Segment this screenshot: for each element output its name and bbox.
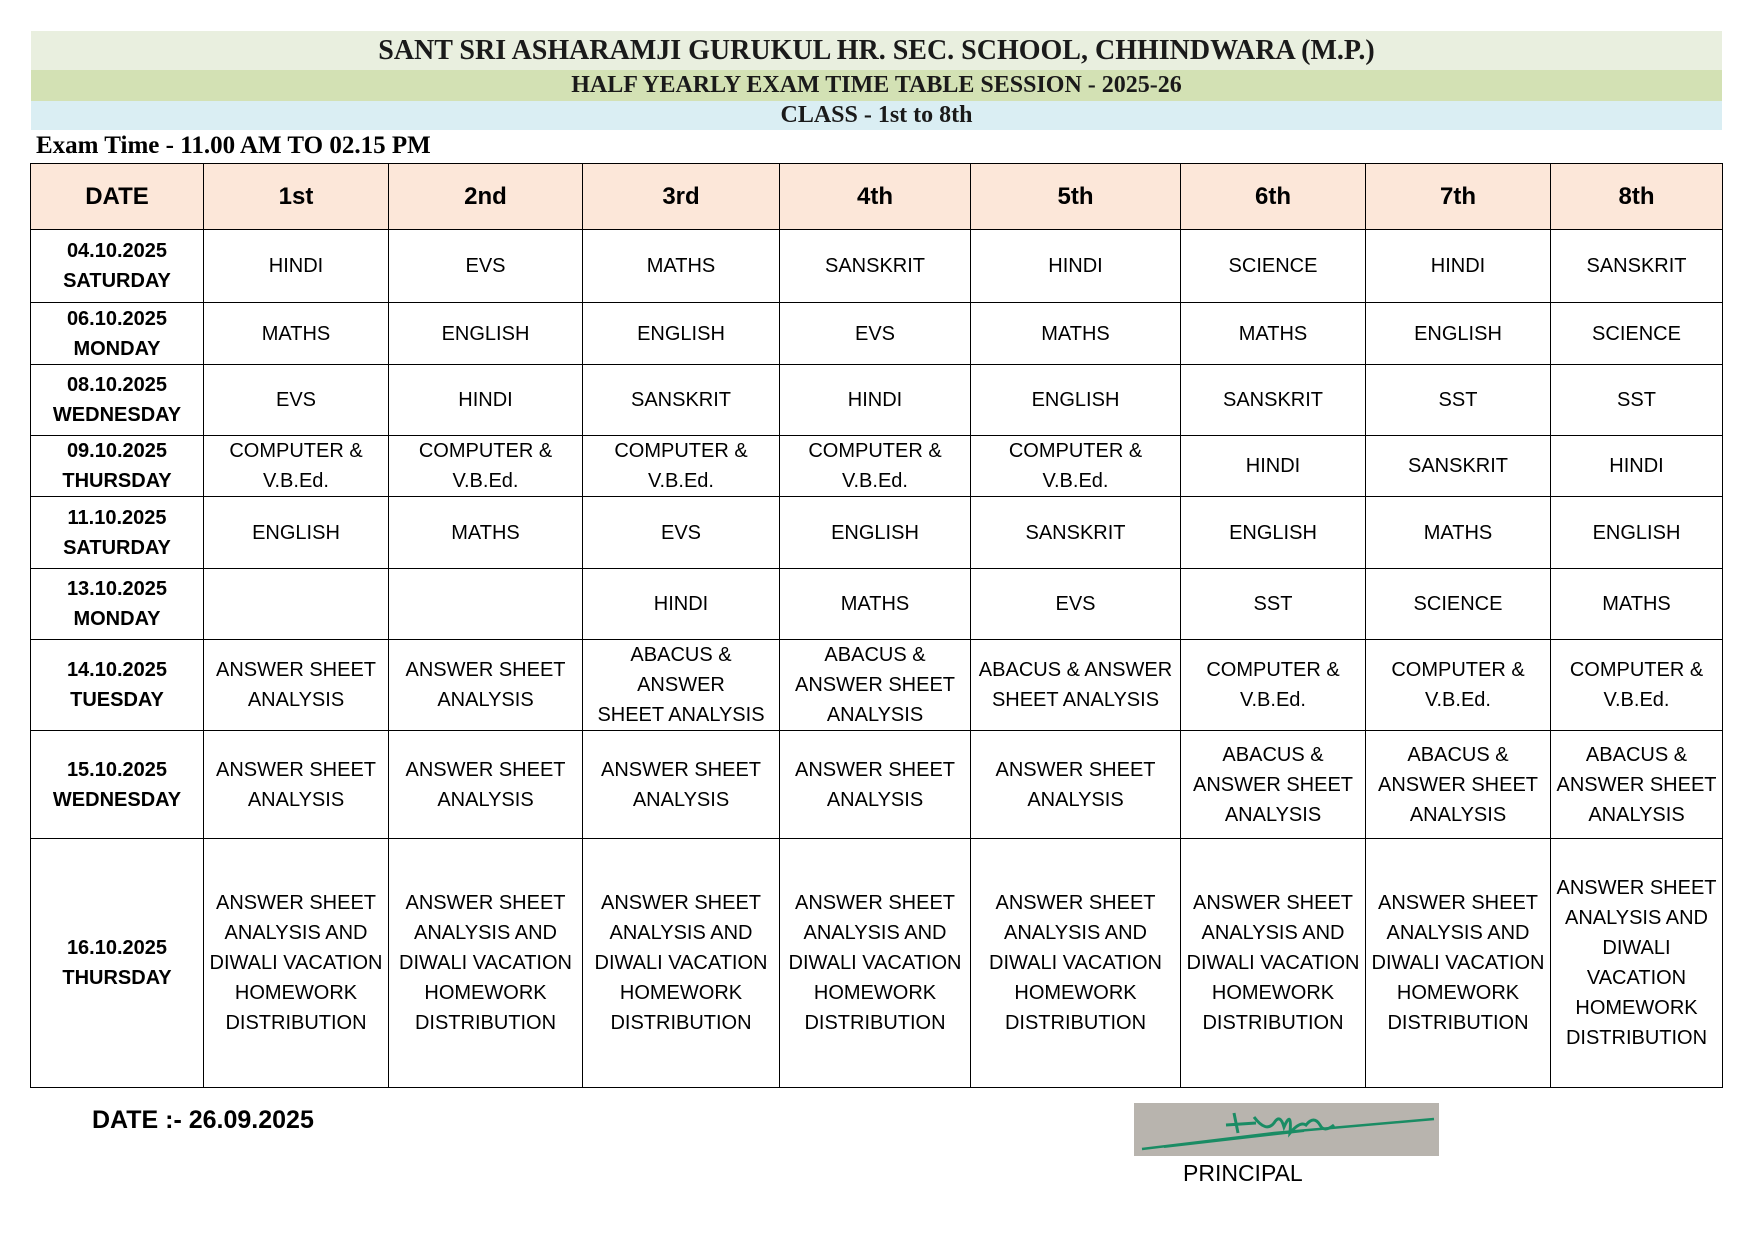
subject-cell (204, 569, 389, 640)
date-cell: 08.10.2025 WEDNESDAY (31, 365, 204, 436)
subject-cell: MATHS (1366, 497, 1551, 569)
subject-cell: MATHS (204, 303, 389, 365)
subject-cell: MATHS (1551, 569, 1723, 640)
subject-cell: ANSWER SHEET ANALYSIS (204, 731, 389, 839)
principal-signature (1134, 1103, 1439, 1156)
subject-cell: ENGLISH (1366, 303, 1551, 365)
subject-cell: HINDI (971, 230, 1181, 303)
subject-cell: SCIENCE (1551, 303, 1723, 365)
column-header-class-8th: 8th (1551, 164, 1723, 230)
subject-cell: ANSWER SHEET ANALYSIS (780, 731, 971, 839)
subject-cell: MATHS (1181, 303, 1366, 365)
date-cell: 16.10.2025 THURSDAY (31, 839, 204, 1088)
table-row (31, 731, 1723, 839)
subject-cell: SANSKRIT (583, 365, 780, 436)
timetable (30, 163, 1723, 1088)
column-header-class-3rd: 3rd (583, 164, 780, 230)
subject-cell: ABACUS & ANSWER SHEET ANALYSIS (780, 640, 971, 731)
principal-label: PRINCIPAL (1183, 1160, 1303, 1186)
date-cell: 13.10.2025 MONDAY (31, 569, 204, 640)
subject-cell: HINDI (389, 365, 583, 436)
exam-time: Exam Time - 11.00 AM TO 02.15 PM (36, 132, 431, 159)
subject-cell: ABACUS & ANSWER SHEET ANALYSIS (1181, 731, 1366, 839)
subject-cell: HINDI (204, 230, 389, 303)
subject-cell: HINDI (1181, 436, 1366, 497)
table-row (31, 230, 1723, 303)
table-row (31, 640, 1723, 731)
subject-cell: HINDI (780, 365, 971, 436)
date-cell: 06.10.2025 MONDAY (31, 303, 204, 365)
subject-cell: SCIENCE (1366, 569, 1551, 640)
subject-cell: ENGLISH (1551, 497, 1723, 569)
subject-cell: SST (1366, 365, 1551, 436)
subject-cell: ANSWER SHEET ANALYSIS (389, 640, 583, 731)
subject-cell: SANSKRIT (1366, 436, 1551, 497)
date-cell: 11.10.2025 SATURDAY (31, 497, 204, 569)
subject-cell: ANSWER SHEET ANALYSIS AND DIWALI VACATION HOMEWORK DISTRIBUTION (780, 839, 971, 1088)
column-header-class-1st: 1st (204, 164, 389, 230)
subject-cell: COMPUTER & V.B.Ed. (389, 436, 583, 497)
subject-cell: ANSWER SHEET ANALYSIS AND DIWALI VACATION HOMEWORK DISTRIBUTION (204, 839, 389, 1088)
subject-cell: ANSWER SHEET ANALYSIS AND DIWALI VACATION HOMEWORK DISTRIBUTION (1181, 839, 1366, 1088)
subject-cell: ABACUS & ANSWER SHEET ANALYSIS (1551, 731, 1723, 839)
subject-cell: EVS (583, 497, 780, 569)
subject-cell: SANSKRIT (1181, 365, 1366, 436)
subject-cell: ANSWER SHEET ANALYSIS AND DIWALI VACATION HOMEWORK DISTRIBUTION (971, 839, 1181, 1088)
subject-cell: ANSWER SHEET ANALYSIS (389, 731, 583, 839)
exam-title: HALF YEARLY EXAM TIME TABLE SESSION - 2025-26 (31, 70, 1722, 101)
date-cell: 09.10.2025 THURSDAY (31, 436, 204, 497)
subject-cell: ANSWER SHEET ANALYSIS AND DIWALI VACATION HOMEWORK DISTRIBUTION (389, 839, 583, 1088)
subject-cell: HINDI (583, 569, 780, 640)
subject-cell: SANSKRIT (971, 497, 1181, 569)
issue-date: DATE :- 26.09.2025 (92, 1106, 314, 1134)
class-range: CLASS - 1st to 8th (31, 101, 1722, 130)
subject-cell: MATHS (389, 497, 583, 569)
table-row (31, 436, 1723, 497)
subject-cell: COMPUTER & V.B.Ed. (1551, 640, 1723, 731)
column-header-class-6th: 6th (1181, 164, 1366, 230)
column-header-class-4th: 4th (780, 164, 971, 230)
subject-cell: ANSWER SHEET ANALYSIS (204, 640, 389, 731)
subject-cell: SANSKRIT (780, 230, 971, 303)
header-row (31, 164, 1723, 230)
subject-cell: COMPUTER & V.B.Ed. (780, 436, 971, 497)
subject-cell: ENGLISH (1181, 497, 1366, 569)
table-row (31, 569, 1723, 640)
subject-cell: EVS (389, 230, 583, 303)
subject-cell: MATHS (780, 569, 971, 640)
subject-cell: COMPUTER & V.B.Ed. (1366, 640, 1551, 731)
subject-cell: ENGLISH (204, 497, 389, 569)
table-row (31, 497, 1723, 569)
subject-cell: COMPUTER & V.B.Ed. (583, 436, 780, 497)
subject-cell: HINDI (1551, 436, 1723, 497)
subject-cell: ABACUS & ANSWER SHEET ANALYSIS (1366, 731, 1551, 839)
column-header-class-5th: 5th (971, 164, 1181, 230)
school-title: SANT SRI ASHARAMJI GURUKUL HR. SEC. SCHOOL, CHHINDWARA (M.P.) (31, 31, 1722, 70)
date-cell: 14.10.2025 TUESDAY (31, 640, 204, 731)
date-cell: 15.10.2025 WEDNESDAY (31, 731, 204, 839)
table-row (31, 839, 1723, 1088)
subject-cell: COMPUTER & V.B.Ed. (971, 436, 1181, 497)
subject-cell: EVS (971, 569, 1181, 640)
subject-cell: HINDI (1366, 230, 1551, 303)
subject-cell: EVS (204, 365, 389, 436)
column-header-class-7th: 7th (1366, 164, 1551, 230)
subject-cell: ENGLISH (971, 365, 1181, 436)
subject-cell (389, 569, 583, 640)
subject-cell: ENGLISH (389, 303, 583, 365)
subject-cell: COMPUTER & V.B.Ed. (204, 436, 389, 497)
subject-cell: ENGLISH (583, 303, 780, 365)
subject-cell: COMPUTER & V.B.Ed. (1181, 640, 1366, 731)
subject-cell: MATHS (971, 303, 1181, 365)
date-cell: 04.10.2025 SATURDAY (31, 230, 204, 303)
subject-cell: SCIENCE (1181, 230, 1366, 303)
table-row (31, 303, 1723, 365)
subject-cell: MATHS (583, 230, 780, 303)
subject-cell: SANSKRIT (1551, 230, 1723, 303)
subject-cell: SST (1551, 365, 1723, 436)
signature-image (1134, 1103, 1439, 1156)
subject-cell: ABACUS & ANSWER SHEET ANALYSIS (583, 640, 780, 731)
table-row (31, 365, 1723, 436)
subject-cell: ENGLISH (780, 497, 971, 569)
subject-cell: ANSWER SHEET ANALYSIS AND DIWALI VACATION HOMEWORK DISTRIBUTION (583, 839, 780, 1088)
subject-cell: ABACUS & ANSWER SHEET ANALYSIS (971, 640, 1181, 731)
column-header-date: DATE (31, 164, 204, 230)
subject-cell: SST (1181, 569, 1366, 640)
column-header-class-2nd: 2nd (389, 164, 583, 230)
subject-cell: ANSWER SHEET ANALYSIS (583, 731, 780, 839)
subject-cell: ANSWER SHEET ANALYSIS (971, 731, 1181, 839)
subject-cell: ANSWER SHEET ANALYSIS AND DIWALI VACATION HOMEWORK DISTRIBUTION (1551, 839, 1723, 1088)
subject-cell: ANSWER SHEET ANALYSIS AND DIWALI VACATION HOMEWORK DISTRIBUTION (1366, 839, 1551, 1088)
subject-cell: EVS (780, 303, 971, 365)
